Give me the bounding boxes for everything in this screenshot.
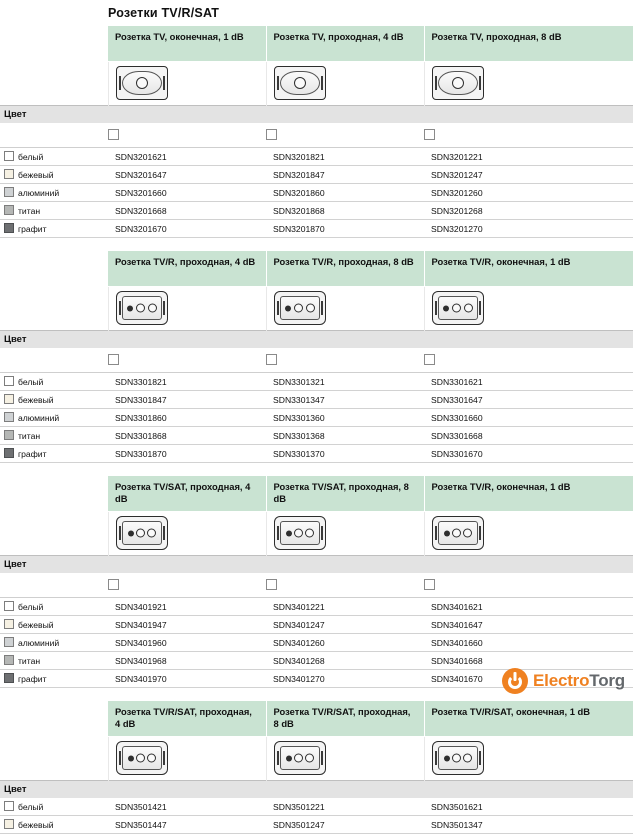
color-header-blank bbox=[424, 106, 633, 124]
swatch-white-1 bbox=[108, 123, 266, 148]
socket-tvr-icon bbox=[432, 516, 484, 550]
product-image-row bbox=[0, 287, 633, 331]
product-code: SDN3401921 bbox=[108, 598, 266, 616]
color-swatch-titan bbox=[4, 205, 14, 215]
swatch-white-2 bbox=[266, 348, 424, 373]
swatch-white-3 bbox=[424, 348, 633, 373]
color-swatch-white bbox=[4, 376, 14, 386]
product-code: SDN3201860 bbox=[266, 184, 424, 202]
color-name-aluminium: алюминий bbox=[0, 409, 108, 427]
color-swatch-aluminium bbox=[4, 412, 14, 422]
image-spacer bbox=[0, 737, 108, 781]
product-code: SDN3401221 bbox=[266, 598, 424, 616]
socket-tvr-icon bbox=[116, 291, 168, 325]
product-code: SDN3401270 bbox=[266, 670, 424, 688]
color-swatch-titan bbox=[4, 655, 14, 665]
color-header-blank bbox=[424, 556, 633, 574]
column-header-3: Розетка TV/R, оконечная, 1 dB bbox=[424, 251, 633, 287]
color-swatch-aluminium bbox=[4, 637, 14, 647]
product-image-tv-4db bbox=[266, 62, 424, 106]
column-header-3: Розетка TV, проходная, 8 dB bbox=[424, 26, 633, 62]
color-header-blank bbox=[266, 781, 424, 799]
column-header-2: Розетка TV/R/SAT, проходная, 8 dB bbox=[266, 701, 424, 737]
color-header-blank bbox=[108, 556, 266, 574]
product-code: SDN3301860 bbox=[108, 409, 266, 427]
socket-tv-icon bbox=[432, 66, 484, 100]
color-name-graphite: графит bbox=[0, 445, 108, 463]
product-code: SDN3301321 bbox=[266, 373, 424, 391]
color-swatch-aluminium bbox=[4, 187, 14, 197]
swatch-spacer bbox=[0, 348, 108, 373]
color-header-blank bbox=[424, 331, 633, 349]
column-header-1: Розетка TV/SAT, проходная, 4 dB bbox=[108, 476, 266, 512]
color-header-label: Цвет bbox=[0, 556, 108, 574]
swatch-row bbox=[0, 348, 633, 373]
color-header-blank bbox=[266, 556, 424, 574]
color-swatch-graphite bbox=[4, 448, 14, 458]
swatch-white-2 bbox=[266, 123, 424, 148]
color-header-row bbox=[0, 781, 633, 799]
color-name-titan: титан bbox=[0, 202, 108, 220]
product-code: SDN3301368 bbox=[266, 427, 424, 445]
socket-tv-icon bbox=[274, 66, 326, 100]
product-code: SDN3201647 bbox=[108, 166, 266, 184]
color-name-white: белый bbox=[0, 148, 108, 166]
color-swatch-titan bbox=[4, 430, 14, 440]
page-title: Розетки TV/R/SAT bbox=[108, 6, 220, 20]
swatch-spacer bbox=[0, 573, 108, 598]
color-swatch-white bbox=[4, 801, 14, 811]
product-code: SDN3401947 bbox=[108, 616, 266, 634]
color-name-white: белый bbox=[0, 373, 108, 391]
color-header-label: Цвет bbox=[0, 331, 108, 349]
header-spacer bbox=[0, 701, 108, 737]
product-image-tvrsat-4db bbox=[108, 737, 266, 781]
color-name-aluminium: алюминий bbox=[0, 184, 108, 202]
product-code: SDN3201847 bbox=[266, 166, 424, 184]
table-row bbox=[0, 202, 633, 220]
product-code: SDN3501447 bbox=[108, 816, 266, 834]
color-name-beige: бежевый bbox=[0, 816, 108, 834]
product-code: SDN3401968 bbox=[108, 652, 266, 670]
product-image-tv-8db bbox=[424, 62, 633, 106]
color-swatch-graphite bbox=[4, 223, 14, 233]
color-header-blank bbox=[108, 331, 266, 349]
product-image-tvr-8db bbox=[266, 287, 424, 331]
column-header-1: Розетка TV, оконечная, 1 dB bbox=[108, 26, 266, 62]
swatch-row bbox=[0, 573, 633, 598]
block-gap bbox=[0, 238, 633, 252]
color-swatch-beige bbox=[4, 394, 14, 404]
color-swatch-graphite bbox=[4, 673, 14, 683]
product-block-2 bbox=[0, 251, 633, 476]
product-code: SDN3501421 bbox=[108, 798, 266, 816]
product-code: SDN3201668 bbox=[108, 202, 266, 220]
table-row bbox=[0, 798, 633, 816]
product-code: SDN3301847 bbox=[108, 391, 266, 409]
table-row bbox=[0, 816, 633, 834]
column-header-2: Розетка TV/SAT, проходная, 8 dB bbox=[266, 476, 424, 512]
table-row bbox=[0, 184, 633, 202]
product-code: SDN3301670 bbox=[424, 445, 633, 463]
product-code: SDN3401660 bbox=[424, 634, 633, 652]
product-code: SDN3501621 bbox=[424, 798, 633, 816]
socket-tv-icon bbox=[116, 66, 168, 100]
block-header-row bbox=[0, 701, 633, 737]
block-gap bbox=[0, 463, 633, 477]
color-swatch-beige bbox=[4, 619, 14, 629]
product-code: SDN3301668 bbox=[424, 427, 633, 445]
product-code: SDN3401260 bbox=[266, 634, 424, 652]
color-name-graphite: графит bbox=[0, 670, 108, 688]
color-name-titan: титан bbox=[0, 427, 108, 445]
product-code: SDN3201221 bbox=[424, 148, 633, 166]
socket-tvrsat-icon bbox=[432, 741, 484, 775]
block-header-row bbox=[0, 26, 633, 62]
socket-tvrsat-icon bbox=[274, 741, 326, 775]
color-name-beige: бежевый bbox=[0, 391, 108, 409]
block-header-row bbox=[0, 476, 633, 512]
table-row bbox=[0, 391, 633, 409]
product-code: SDN3501347 bbox=[424, 816, 633, 834]
product-code: SDN3301647 bbox=[424, 391, 633, 409]
product-code: SDN3301621 bbox=[424, 373, 633, 391]
color-name-graphite: графит bbox=[0, 220, 108, 238]
color-header-blank bbox=[108, 781, 266, 799]
swatch-row bbox=[0, 123, 633, 148]
product-code: SDN3301868 bbox=[108, 427, 266, 445]
color-swatch-white bbox=[4, 151, 14, 161]
table-row bbox=[0, 652, 633, 670]
swatch-white-1 bbox=[108, 348, 266, 373]
table-row bbox=[0, 634, 633, 652]
image-spacer bbox=[0, 512, 108, 556]
socket-tvsat-icon bbox=[116, 516, 168, 550]
product-image-tv-1db bbox=[108, 62, 266, 106]
product-image-tvr-1db bbox=[424, 287, 633, 331]
color-header-row bbox=[0, 106, 633, 124]
product-code: SDN3201247 bbox=[424, 166, 633, 184]
swatch-white-3 bbox=[424, 123, 633, 148]
product-code: SDN3201870 bbox=[266, 220, 424, 238]
product-code: SDN3301870 bbox=[108, 445, 266, 463]
product-block-1 bbox=[0, 26, 633, 251]
product-block-4 bbox=[0, 701, 633, 834]
brand-name-part1: Electro bbox=[533, 671, 590, 690]
brand-name-part2: Torg bbox=[589, 671, 625, 690]
product-code: SDN3501221 bbox=[266, 798, 424, 816]
product-image-row bbox=[0, 737, 633, 781]
product-code: SDN3201621 bbox=[108, 148, 266, 166]
product-image-tvr-4db bbox=[108, 287, 266, 331]
product-code: SDN3301821 bbox=[108, 373, 266, 391]
product-code: SDN3401670 bbox=[424, 670, 633, 688]
product-code: SDN3201670 bbox=[108, 220, 266, 238]
column-header-3: Розетка TV/R/SAT, оконечная, 1 dB bbox=[424, 701, 633, 737]
color-name-aluminium: алюминий bbox=[0, 634, 108, 652]
color-swatch-beige bbox=[4, 169, 14, 179]
product-code: SDN3201821 bbox=[266, 148, 424, 166]
image-spacer bbox=[0, 287, 108, 331]
socket-tvrsat-icon bbox=[116, 741, 168, 775]
image-spacer bbox=[0, 62, 108, 106]
product-code: SDN3401268 bbox=[266, 652, 424, 670]
product-code: SDN3201268 bbox=[424, 202, 633, 220]
column-header-3: Розетка TV/R, оконечная, 1 dB bbox=[424, 476, 633, 512]
table-row bbox=[0, 598, 633, 616]
color-header-label: Цвет bbox=[0, 781, 108, 799]
column-header-2: Розетка TV, проходная, 4 dB bbox=[266, 26, 424, 62]
product-image-tvsat-8db bbox=[266, 512, 424, 556]
swatch-spacer bbox=[0, 123, 108, 148]
color-header-row bbox=[0, 331, 633, 349]
header-spacer bbox=[0, 26, 108, 62]
watermark-electrotorg bbox=[502, 668, 625, 694]
product-image-tvsat-4db bbox=[108, 512, 266, 556]
product-image-tvrsat-1db bbox=[424, 737, 633, 781]
product-code: SDN3401647 bbox=[424, 616, 633, 634]
column-header-2: Розетка TV/R, проходная, 8 dB bbox=[266, 251, 424, 287]
color-header-blank bbox=[266, 106, 424, 124]
table-row bbox=[0, 409, 633, 427]
header-spacer bbox=[0, 476, 108, 512]
color-name-titan: титан bbox=[0, 652, 108, 670]
color-name-white: белый bbox=[0, 798, 108, 816]
block-header-row bbox=[0, 251, 633, 287]
socket-tvr-icon bbox=[274, 291, 326, 325]
column-header-1: Розетка TV/R/SAT, проходная, 4 dB bbox=[108, 701, 266, 737]
product-image-tvrsat-8db bbox=[266, 737, 424, 781]
header-spacer bbox=[0, 251, 108, 287]
color-name-white: белый bbox=[0, 598, 108, 616]
swatch-white-3 bbox=[424, 573, 633, 598]
product-code: SDN3201260 bbox=[424, 184, 633, 202]
table-row bbox=[0, 445, 633, 463]
product-code: SDN3401247 bbox=[266, 616, 424, 634]
product-code: SDN3301347 bbox=[266, 391, 424, 409]
electrotorg-wordmark bbox=[533, 671, 625, 691]
color-header-blank bbox=[424, 781, 633, 799]
socket-tvsat-icon bbox=[274, 516, 326, 550]
color-swatch-beige bbox=[4, 819, 14, 829]
color-name-beige: бежевый bbox=[0, 616, 108, 634]
product-code: SDN3201660 bbox=[108, 184, 266, 202]
table-row bbox=[0, 166, 633, 184]
product-code: SDN3301360 bbox=[266, 409, 424, 427]
table-row bbox=[0, 373, 633, 391]
table-row bbox=[0, 616, 633, 634]
electrotorg-logo-icon bbox=[502, 668, 528, 694]
swatch-white-1 bbox=[108, 573, 266, 598]
socket-tvr-icon bbox=[432, 291, 484, 325]
color-swatch-white bbox=[4, 601, 14, 611]
product-code: SDN3401970 bbox=[108, 670, 266, 688]
column-header-1: Розетка TV/R, проходная, 4 dB bbox=[108, 251, 266, 287]
product-code: SDN3401621 bbox=[424, 598, 633, 616]
table-row bbox=[0, 427, 633, 445]
product-code: SDN3501247 bbox=[266, 816, 424, 834]
product-code: SDN3401668 bbox=[424, 652, 633, 670]
color-header-label: Цвет bbox=[0, 106, 108, 124]
product-code: SDN3201270 bbox=[424, 220, 633, 238]
product-image-tvr-1db bbox=[424, 512, 633, 556]
product-code: SDN3201868 bbox=[266, 202, 424, 220]
product-code: SDN3301370 bbox=[266, 445, 424, 463]
color-name-beige: бежевый bbox=[0, 166, 108, 184]
product-code: SDN3401960 bbox=[108, 634, 266, 652]
product-code: SDN3301660 bbox=[424, 409, 633, 427]
table-row bbox=[0, 220, 633, 238]
product-image-row bbox=[0, 512, 633, 556]
color-header-blank bbox=[266, 331, 424, 349]
color-header-row bbox=[0, 556, 633, 574]
table-row bbox=[0, 148, 633, 166]
product-image-row bbox=[0, 62, 633, 106]
swatch-white-2 bbox=[266, 573, 424, 598]
color-header-blank bbox=[108, 106, 266, 124]
